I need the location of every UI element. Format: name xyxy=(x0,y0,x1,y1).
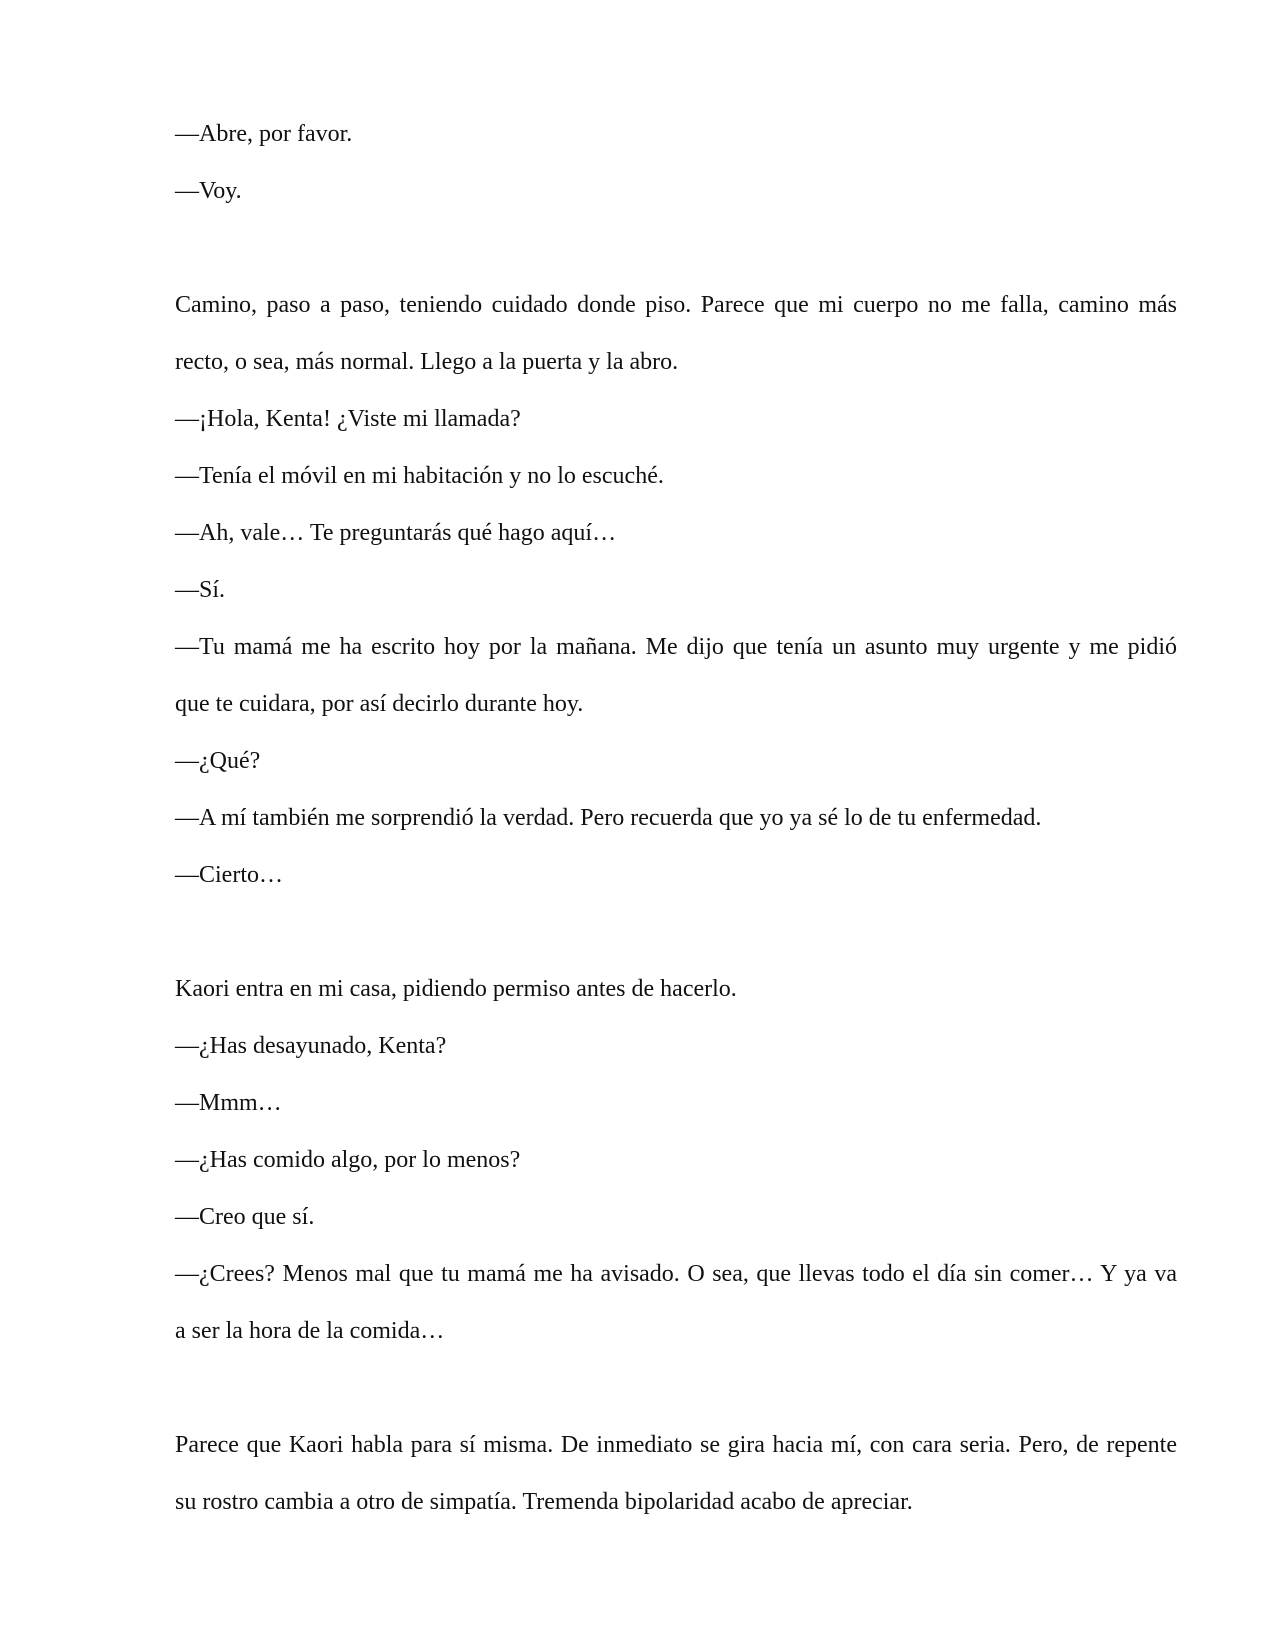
dialogue-line: —¿Has desayunado, Kenta? xyxy=(175,1033,447,1059)
narrative-line: Camino, paso a paso, teniendo cuidado donde piso. Parece que mi cuerpo no me falla, camino más xyxy=(175,292,1177,318)
dialogue-line: —¿Qué? xyxy=(175,748,261,774)
dialogue-line: —Abre, por favor. xyxy=(175,121,353,147)
dialogue-line: —Sí. xyxy=(175,577,226,603)
paragraph-gap xyxy=(175,904,1177,961)
dialogue-line: —¿Has comido algo, por lo menos? xyxy=(175,1147,521,1173)
dialogue-line: —¡Hola, Kenta! ¿Viste mi llamada? xyxy=(175,406,521,432)
dialogue-line: —Tenía el móvil en mi habitación y no lo escuché. xyxy=(175,463,664,489)
narrative-line: su rostro cambia a otro de simpatía. Tremenda bipolaridad acabo de apreciar. xyxy=(175,1489,913,1515)
dialogue-line: —¿Crees? Menos mal que tu mamá me ha avisado. O sea, que llevas todo el día sin comer… Y ya va xyxy=(175,1261,1177,1287)
narrative-line: Kaori entra en mi casa, pidiendo permiso antes de hacerlo. xyxy=(175,976,737,1002)
narrative-line: recto, o sea, más normal. Llego a la puerta y la abro. xyxy=(175,349,679,375)
dialogue-line: a ser la hora de la comida… xyxy=(175,1318,445,1344)
paragraph-gap xyxy=(175,220,1177,277)
dialogue-line: —Ah, vale… Te preguntarás qué hago aquí… xyxy=(175,520,617,546)
dialogue-line: —A mí también me sorprendió la verdad. Pero recuerda que yo ya sé lo de tu enfermedad. xyxy=(175,805,1042,831)
paragraph-gap xyxy=(175,1360,1177,1417)
dialogue-line: —Mmm… xyxy=(175,1090,282,1116)
dialogue-line: —Tu mamá me ha escrito hoy por la mañana. Me dijo que tenía un asunto muy urgente y me pidió xyxy=(175,634,1177,660)
dialogue-line: que te cuidara, por así decirlo durante hoy. xyxy=(175,691,584,717)
narrative-line: Parece que Kaori habla para sí misma. De inmediato se gira hacia mí, con cara seria. Pero, de repente xyxy=(175,1432,1177,1458)
dialogue-line: —Cierto… xyxy=(175,862,283,888)
document-body xyxy=(175,106,1177,1531)
dialogue-line: —Voy. xyxy=(175,178,242,204)
dialogue-line: —Creo que sí. xyxy=(175,1204,315,1230)
